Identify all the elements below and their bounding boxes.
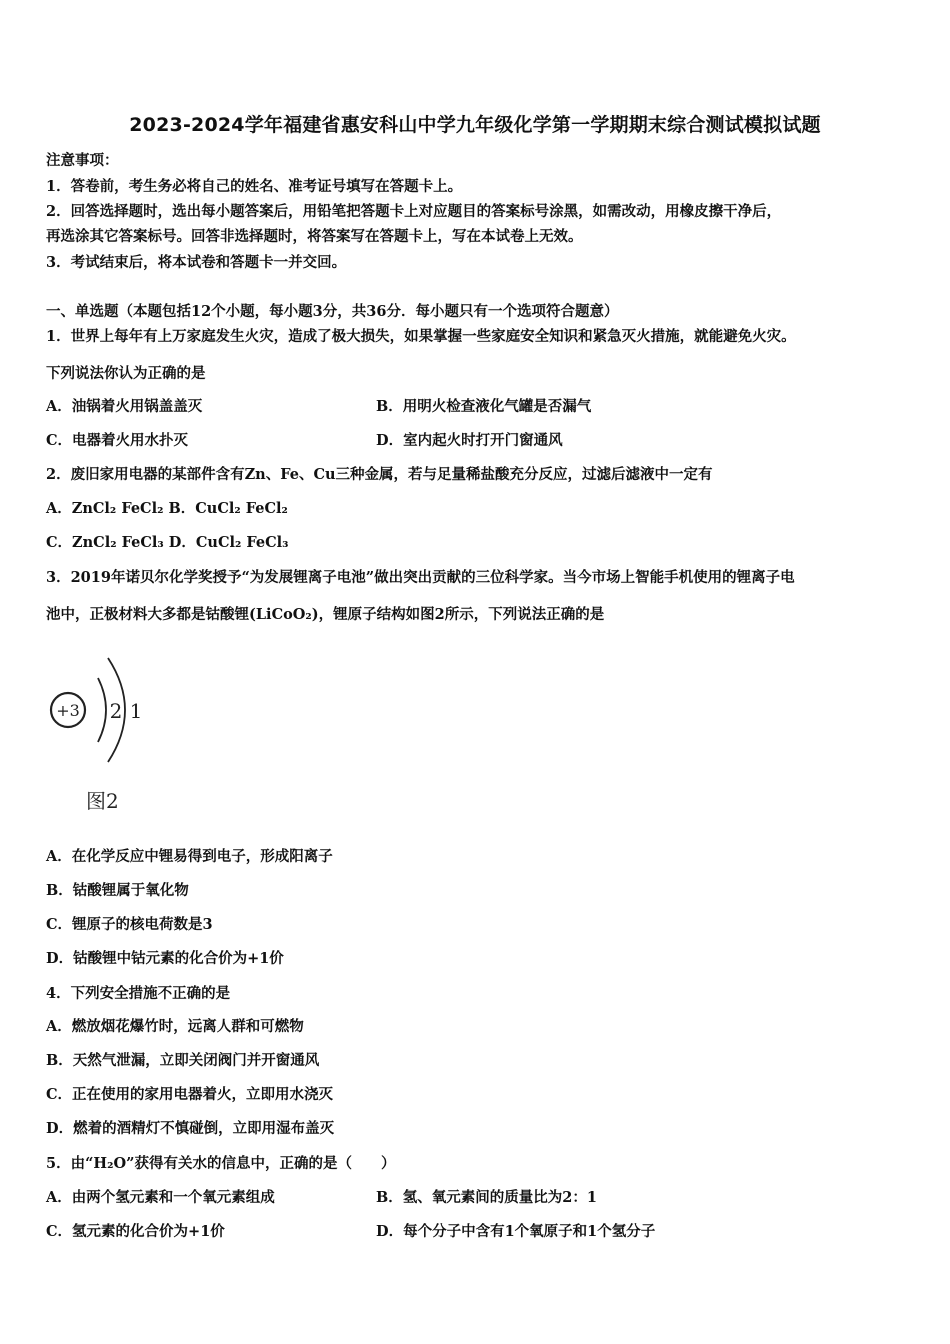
q4-option-a: A．燃放烟花爆竹时，远离人群和可燃物	[46, 1018, 304, 1035]
notice-item: 再选涂其它答案标号。回答非选择题时，将答案写在答题卡上，写在本试卷上无效。	[46, 228, 583, 245]
q3-stem: 3．2019年诺贝尔化学奖授予“为发展锂离子电池”做出突出贡献的三位科学家。当今市场上智能手机使用的锂离子电	[46, 569, 795, 586]
q1-option-c: C．电器着火用水扑灭	[46, 432, 189, 449]
q2-options-cd: C．ZnCl₂ FeCl₃ D．CuCl₂ FeCl₃	[46, 534, 289, 551]
q2-stem: 2．废旧家用电器的某部件含有Zn、Fe、Cu三种金属，若与足量稀盐酸充分反应，过滤后滤液中一定有	[46, 466, 713, 483]
q1-stem: 1．世界上每年有上万家庭发生火灾，造成了极大损失，如果掌握一些家庭安全知识和紧急灭火措施，就能避免火灾。	[46, 328, 796, 345]
figure-caption: 图2	[86, 789, 119, 813]
q1-stem-cont: 下列说法你认为正确的是	[46, 365, 206, 382]
q5-option-d: D．每个分子中含有1个氧原子和1个氢分子	[376, 1223, 656, 1240]
q3-option-a: A．在化学反应中锂易得到电子，形成阳离子	[46, 848, 333, 865]
atom-structure-figure	[46, 650, 156, 780]
notice-item: 3．考试结束后，将本试卷和答题卡一并交回。	[46, 254, 347, 271]
q3-option-b: B．钴酸锂属于氧化物	[46, 882, 189, 899]
q4-option-b: B．天然气泄漏，立即关闭阀门并开窗通风	[46, 1052, 320, 1069]
shell-1-electrons: 2	[109, 699, 123, 723]
q3-stem-cont: 池中，正极材料大多都是钴酸锂(LiCoO₂)，锂原子结构如图2所示，下列说法正确的是	[46, 606, 605, 623]
shell-2-electrons: 1	[129, 699, 143, 723]
q1-option-a: A．油锅着火用锅盖盖灭	[46, 398, 203, 415]
q2-options-ab: A．ZnCl₂ FeCl₂ B．CuCl₂ FeCl₂	[46, 500, 288, 517]
q3-option-c: C．锂原子的核电荷数是3	[46, 916, 213, 933]
notice-item: 1．答卷前，考生务必将自己的姓名、准考证号填写在答题卡上。	[46, 178, 463, 195]
q4-stem: 4．下列安全措施不正确的是	[46, 985, 231, 1002]
notice-heading: 注意事项：	[46, 152, 119, 169]
q1-option-d: D．室内起火时打开门窗通风	[376, 432, 563, 449]
section-heading: 一、单选题（本题包括12个小题，每小题3分，共36分．每小题只有一个选项符合题意）	[46, 303, 619, 320]
q5-option-a: A．由两个氢元素和一个氧元素组成	[46, 1189, 275, 1206]
q4-option-c: C．正在使用的家用电器着火，立即用水浇灭	[46, 1086, 334, 1103]
q5-stem: 5．由“H₂O”获得有关水的信息中，正确的是（ ）	[46, 1155, 396, 1172]
nucleus-charge: +3	[56, 701, 80, 720]
q1-option-b: B．用明火检查液化气罐是否漏气	[376, 398, 592, 415]
notice-item: 2．回答选择题时，选出每小题答案后，用铅笔把答题卡上对应题目的答案标号涂黑，如需改动，用橡皮擦干净后，	[46, 203, 782, 220]
q5-option-c: C．氢元素的化合价为+1价	[46, 1223, 225, 1240]
page-title: 2023-2024学年福建省惠安科山中学九年级化学第一学期期末综合测试模拟试题	[129, 114, 821, 136]
q4-option-d: D．燃着的酒精灯不慎碰倒，立即用湿布盖灭	[46, 1120, 335, 1137]
q5-option-b: B．氢、氧元素间的质量比为2：1	[376, 1189, 597, 1206]
shell-arc-1	[98, 678, 106, 742]
q3-option-d: D．钴酸锂中钴元素的化合价为+1价	[46, 950, 284, 967]
